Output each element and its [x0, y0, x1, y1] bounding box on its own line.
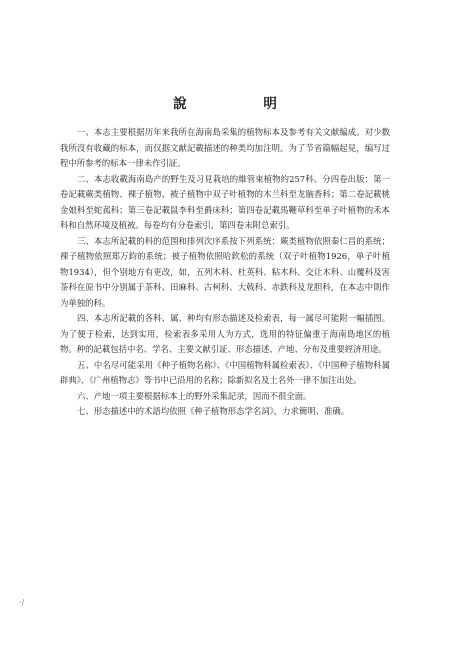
paragraph-5: 五、中名尽可能采用《种子植物名称》、《中国植物科属检索表》、《中国种子植物科属辟典》、《广州植物志》等书中已沿用的名称；除新拟名及土名外一律不加注出处。 [60, 359, 390, 385]
margin-mark: ·/ [19, 598, 25, 607]
paragraph-2: 二、本志收載海南島产的野生及习見栽培的維管束植物約257科。分四卷出版：第一卷記載蕨类植物、裸子植物、被子植物中双子叶植物的木兰科至龙脑香科；第二卷記載桃金娘科至蛇菰科；第三卷記載鼠李科至爵床科；第四卷記載馬鞭草科至单子叶植物的禾本科和自然环境及植被。每卷均有分卷索引，第四卷末附总索引。 [60, 173, 390, 230]
body-text [60, 125, 390, 420]
paragraph-4: 四、本志所記載的各科、属、种均有形态描述及检索表，每一属尽可能附一幅插图。为了便于检索，达到实用，检索表多采用人为方式，选用的特征偏重于海南島地区的植物。种的記載包括中名、学名、主要文献引証、形态描述、产地、分布及重要經济用途。 [60, 313, 390, 354]
paragraph-7: 七、形态描述中的术語均依照《种子植物形态学名詞》，力求簡明、准确。 [77, 406, 350, 416]
page-title: 說 明 [173, 96, 313, 112]
paragraph-1: 一、本志主要根据历年来我所在海南島采集的植物标本及参考有关文献编成。对少数我所沒有收藏的标本，而仅据文献記載描述的种类均加注明。为了节省篇幅起見，编写过程中所参考的标本一律未作引証。 [60, 127, 390, 168]
paragraph-3: 三、本志所記載的科的范围和排列次序系按下列系统：蕨类植物依照秦仁昌的系统；裸子植物依照郑万鈞的系统；被子植物依照哈欽松的系统（双子叶植物1926，单子叶植物1934），但个别地方有更改，如，五列木科、杜英科、粘木科、交让木科、山覆科及害茶科在原书中分别属于茶科、田麻科、古柯科、大戟科、赤鉄科及龙胆科，在本志中則作为单独的科。 [60, 235, 390, 308]
paragraph-6: 六、产地一項主要根据标本上的野外采集記录，因而不很全面。 [77, 390, 312, 401]
